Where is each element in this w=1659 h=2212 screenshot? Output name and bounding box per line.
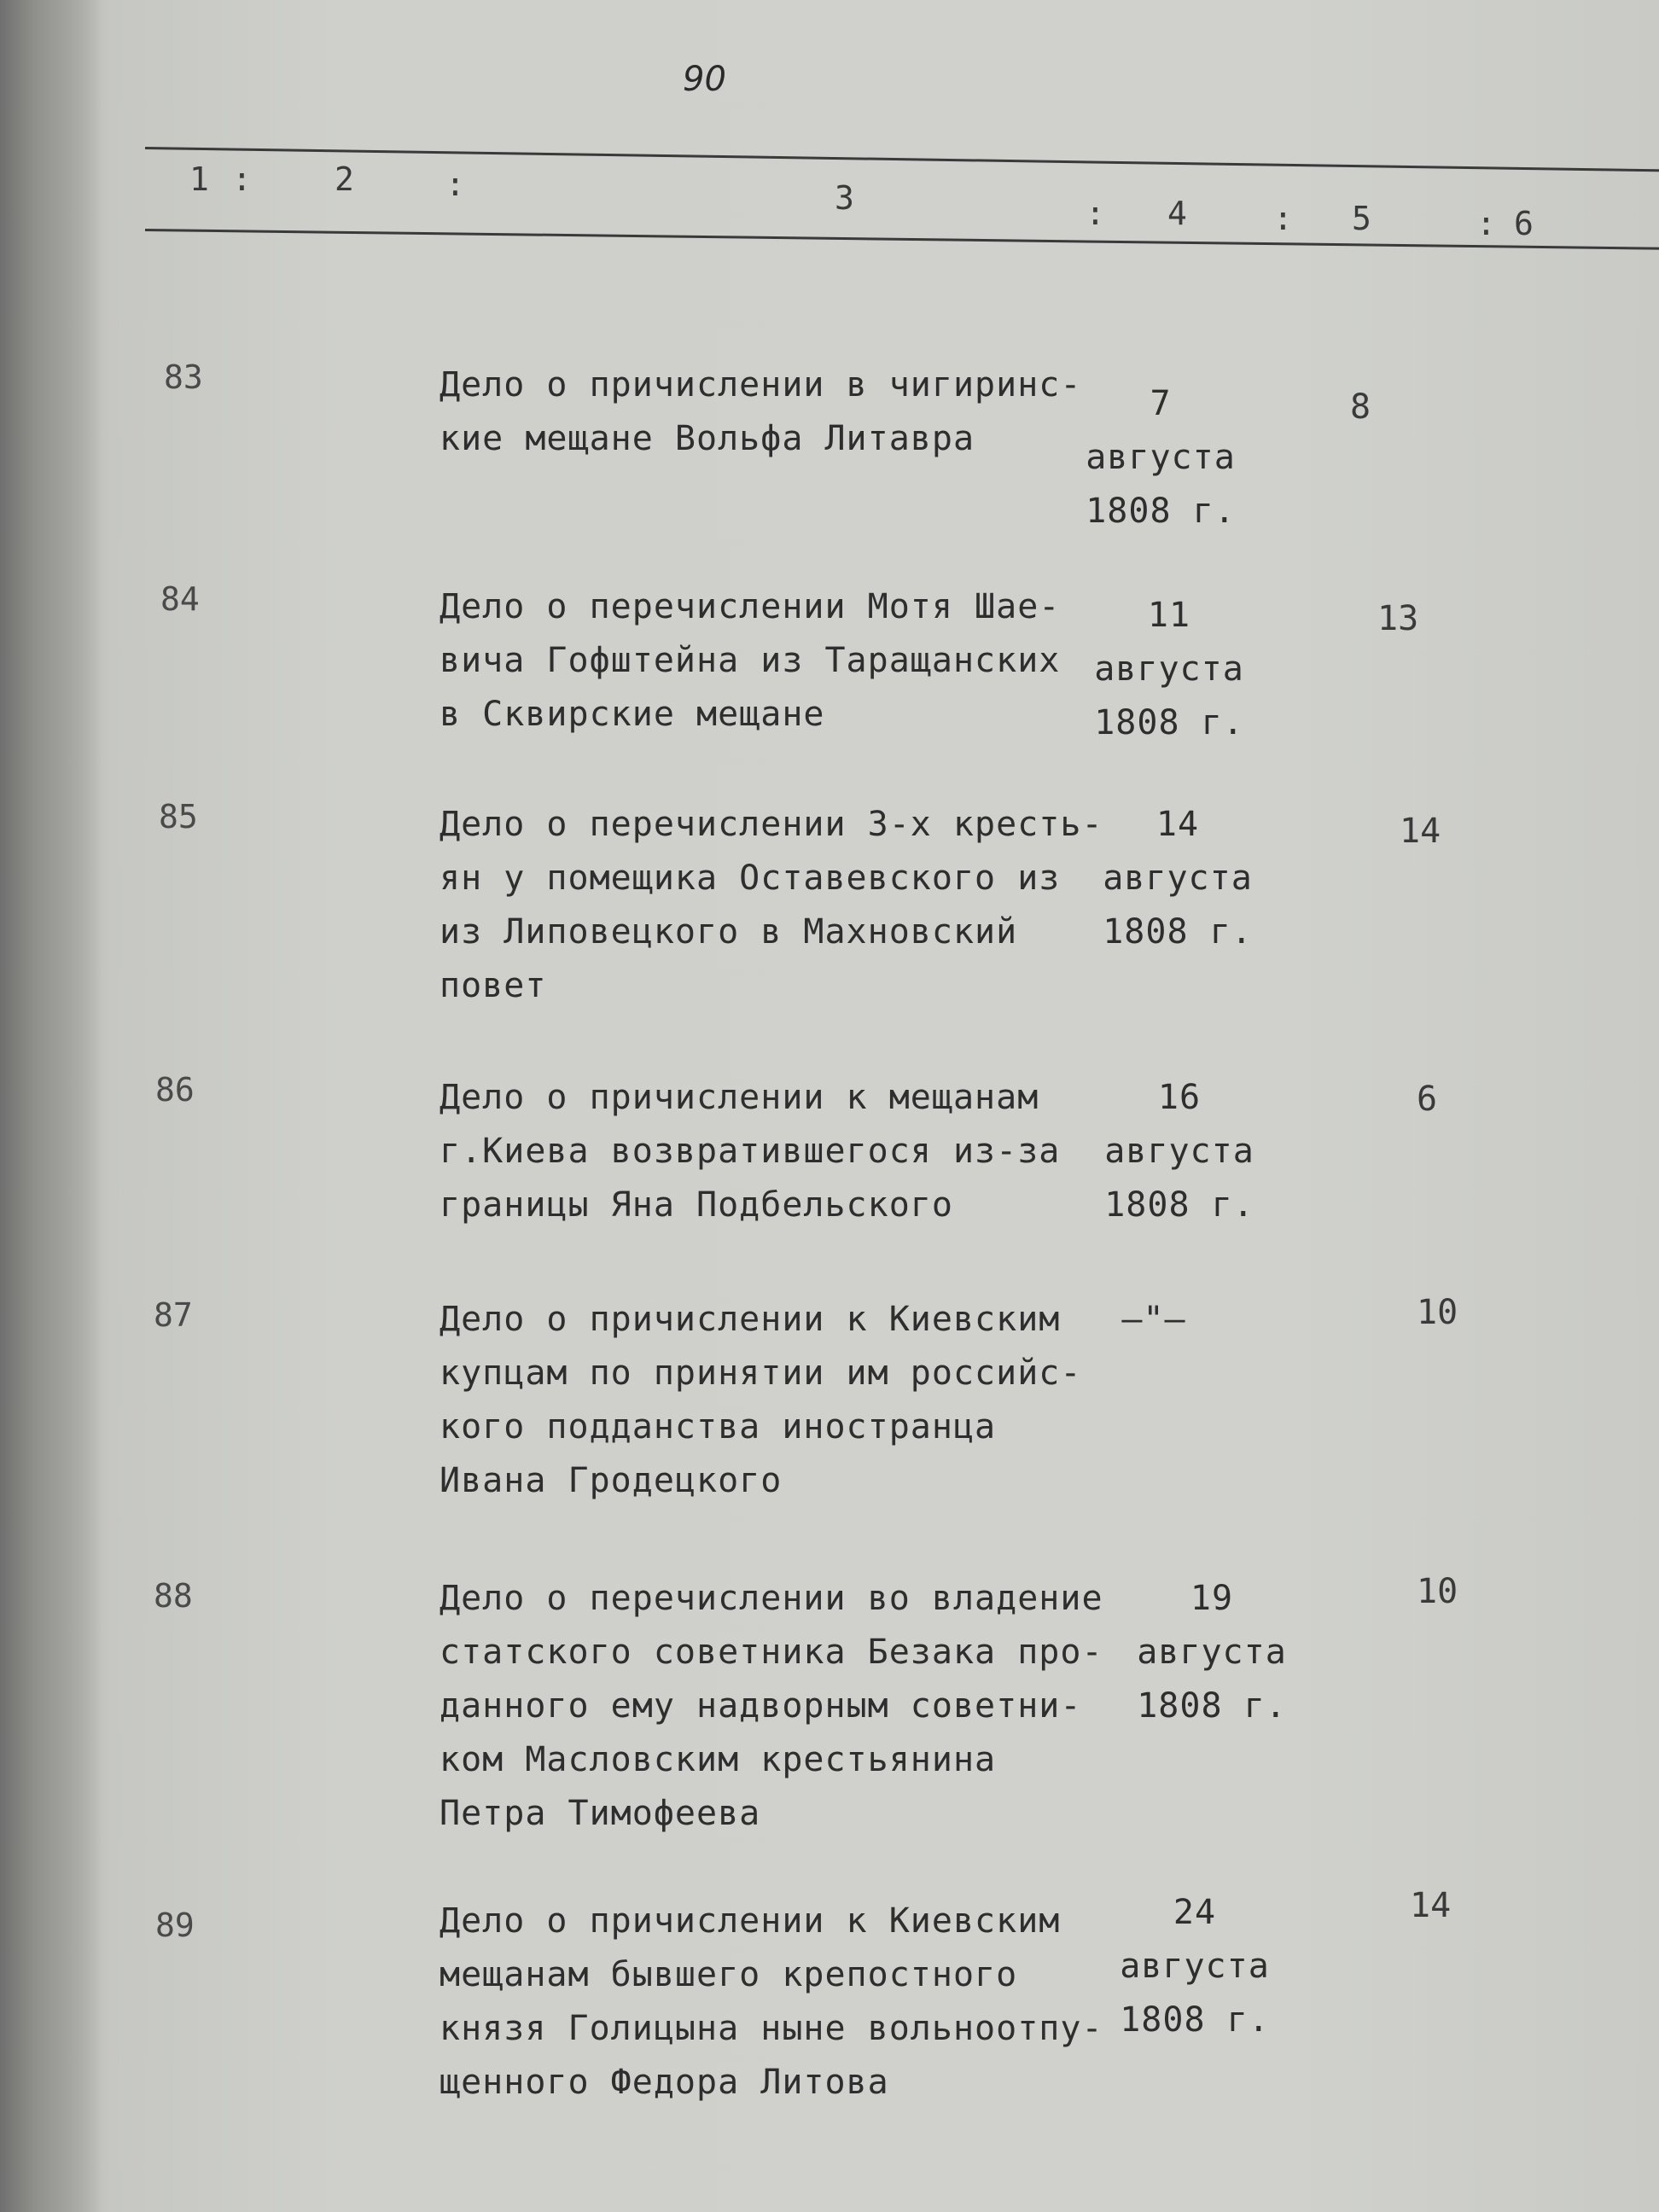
entry-number: 85 xyxy=(159,798,198,835)
entry-description: Дело о причислении к мещанам г.Киева возвратившегося из-за границы Яна Подбельского xyxy=(439,1078,1061,1225)
header-col-5: 5 xyxy=(1352,200,1371,237)
entry-sheet-count: 13 xyxy=(1377,599,1419,638)
header-bottom-rule xyxy=(145,229,1659,250)
header-sep: : xyxy=(1273,200,1293,237)
entry-sheet-count: 14 xyxy=(1400,812,1441,851)
header-col-3: 3 xyxy=(835,179,854,217)
entry-sheet-count: 10 xyxy=(1417,1293,1458,1332)
entry-date: 14 августа 1808 г. xyxy=(1103,805,1253,952)
entry-description: Дело о причислении к Киевским мещанам бывшего крепостного князя Голицына ныне вольноотпу- щенного Федора Литова xyxy=(439,1901,1103,2102)
header-col-6: 6 xyxy=(1514,205,1534,242)
entry-number: 87 xyxy=(154,1296,193,1334)
binding-spine xyxy=(0,0,102,2212)
entry-date: —"— xyxy=(1121,1300,1186,1339)
entry-number: 89 xyxy=(155,1906,195,1944)
entry-date: 16 августа 1808 г. xyxy=(1104,1078,1254,1225)
entry-date: 7 августа 1808 г. xyxy=(1086,384,1236,531)
entry-description: Дело о причислении к Киевским купцам по принятии им российс- кого подданства иностранца Ивана Гродецкого xyxy=(439,1300,1082,1500)
entry-sheet-count: 8 xyxy=(1350,387,1371,427)
page-number: 90 xyxy=(683,60,726,99)
entry-sheet-count: 6 xyxy=(1417,1080,1438,1119)
entry-number: 86 xyxy=(155,1071,195,1109)
entry-description: Дело о перечислении во владение статского советника Безака про- данного ему надворным советни- ком Масловским крестьянина Петра Тимофеева xyxy=(439,1579,1103,1833)
entry-number: 83 xyxy=(164,358,203,396)
header-top-rule xyxy=(145,147,1659,172)
header-col-1: 1 xyxy=(189,160,209,198)
entry-date: 19 августа 1808 г. xyxy=(1137,1579,1287,1726)
header-sep: : xyxy=(1086,195,1105,232)
header-sep: : xyxy=(445,166,465,203)
entry-date: 11 августа 1808 г. xyxy=(1094,596,1244,742)
entry-number: 88 xyxy=(154,1577,193,1615)
entry-sheet-count: 14 xyxy=(1410,1886,1452,1925)
entry-sheet-count: 10 xyxy=(1417,1572,1458,1611)
header-sep: : xyxy=(1476,205,1496,242)
header-sep: : xyxy=(232,160,252,198)
header-col-2: 2 xyxy=(335,160,354,198)
header-col-4: 4 xyxy=(1167,195,1187,232)
entry-description: Дело о перечислении 3-х кресть- ян у помещика Оставевского из из Липовецкого в Махновский повет xyxy=(439,805,1103,1005)
entry-date: 24 августа 1808 г. xyxy=(1120,1893,1270,2040)
entry-description: Дело о причислении в чигиринс- кие мещане Вольфа Литавра xyxy=(439,365,1082,458)
entry-description: Дело о перечислении Мотя Шае- вича Гофштейна из Таращанских в Сквирские мещане xyxy=(439,587,1061,734)
entry-number: 84 xyxy=(160,580,200,618)
